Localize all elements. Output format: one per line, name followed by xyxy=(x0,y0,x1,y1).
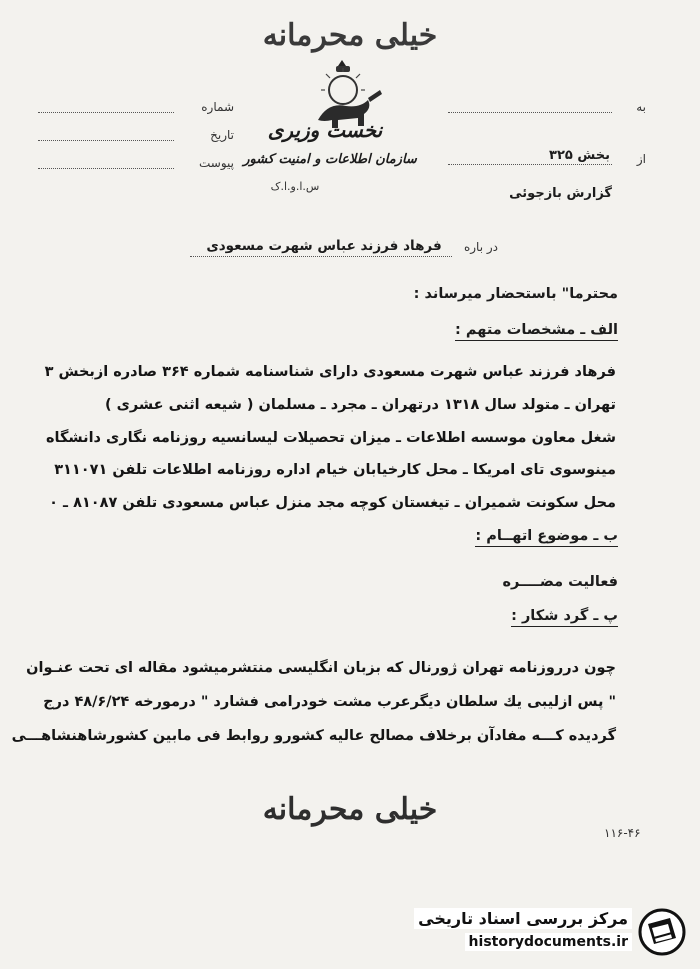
archive-logo-icon xyxy=(638,908,686,956)
organization-name: سازمان اطلاعات و امنیت کشور xyxy=(243,152,417,167)
to-label: به xyxy=(636,100,646,114)
section-b-value: فعالیت مضــــره xyxy=(502,574,618,590)
section-p-line-1: چون درروزنامه تهران ژورنال که بزبان انگلیسی منتشرمیشود مقاله ای تحت عنـوان xyxy=(26,660,616,676)
archive-branding xyxy=(396,906,686,960)
archive-name: مرکز بررسی اسناد تاریخی xyxy=(414,908,632,929)
section-b-title xyxy=(475,528,618,544)
ministry-title: نخست وزیری xyxy=(267,118,383,142)
subject-label: در باره xyxy=(463,240,498,254)
attachment-field-line xyxy=(38,168,174,169)
section-a-title xyxy=(455,322,618,338)
section-p-title-text: پ ـ گرد شکار : xyxy=(511,608,618,627)
section-a-line-1: فرهاد فرزند عباس شهرت مسعودی دارای شناسنامه شماره ۳۶۴ صادره ازبخش ۳ xyxy=(44,364,616,380)
from-field-line xyxy=(448,164,612,165)
number-field-line xyxy=(38,112,174,113)
section-a-line-4: مینوسوی تای امریکا ـ محل کارخیابان خیام اداره روزنامه اطلاعات تلفن ۳۱۱۰۷۱ xyxy=(54,462,616,478)
date-label: تاریخ xyxy=(210,128,234,142)
section-p-line-3: گردیده کـــه مفادآن برخلاف مصالح عالیه کشورو روابط فی مابین کشورشاهنشاهـــی xyxy=(11,728,616,744)
subject-field-line xyxy=(190,256,452,257)
from-label: از xyxy=(636,152,646,166)
number-label: شماره xyxy=(201,100,234,114)
section-a-line-5: محل سکونت شمیران ـ تیغستان کوچه مجد منزل عباس مسعودی تلفن ۸۱۰۸۷ ـ ۰ xyxy=(49,495,616,511)
confidential-stamp-top: خیلی محرمانه xyxy=(262,18,438,53)
report-type: گزارش بازجوئی xyxy=(509,186,612,201)
from-value: بخش ۳۲۵ xyxy=(549,148,610,163)
section-a-line-3: شغل معاون موسسه اطلاعات ـ میزان تحصیلات لیسانسیه روزنامه نگاری دانشگاه xyxy=(45,430,616,446)
attachment-label: پیوست xyxy=(199,156,234,170)
to-field-line xyxy=(448,112,612,113)
confidential-stamp-bottom: خیلی محرمانه xyxy=(262,792,438,827)
section-a-line-2: تهران ـ متولد سال ۱۳۱۸ درتهران ـ مجرد ـ مسلمان ( شیعه اثنی عشری ) xyxy=(104,397,616,413)
archive-website: historydocuments.ir xyxy=(465,933,632,951)
organization-code: س.ا.و.ا.ک xyxy=(270,180,320,193)
section-b-title-text: ب ـ موضوع اتهــام : xyxy=(475,528,618,547)
page-reference: ۱۱۶-۴۶ xyxy=(604,826,641,840)
salutation: محترما" باستحضار میرساند : xyxy=(413,286,618,302)
section-p-line-2: " پس ازلیبی یك سلطان دیگرعرب مشت خودرامی فشارد " درمورخه ۴۸/۶/۲۴ درج xyxy=(43,694,616,710)
date-field-line xyxy=(38,140,174,141)
section-p-title xyxy=(511,608,618,624)
subject-value: فرهاد فرزند عباس شهرت مسعودی xyxy=(206,238,442,254)
section-a-title-text: الف ـ مشخصات متهم : xyxy=(455,322,618,341)
